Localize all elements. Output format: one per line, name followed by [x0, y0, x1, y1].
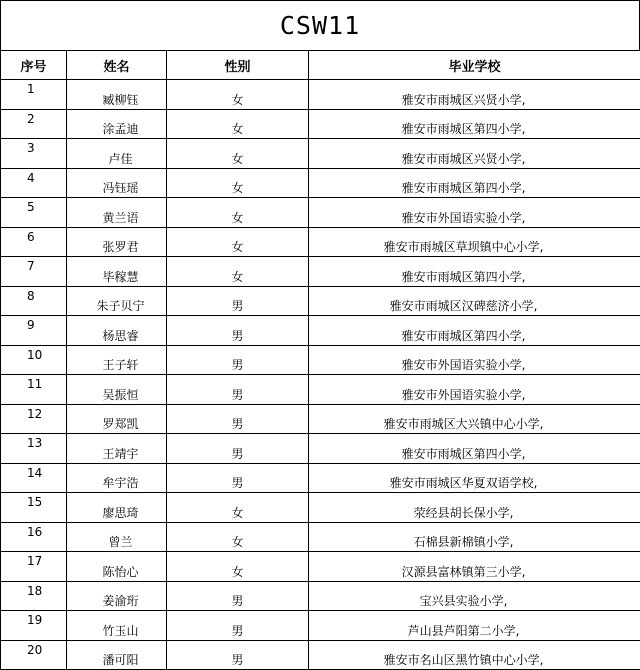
table-row	[1, 640, 640, 670]
cell-gender: 女	[167, 198, 309, 228]
cell-school: 雅安市雨城区华夏双语学校,	[309, 463, 640, 493]
cell-seq: 15	[1, 493, 67, 523]
cell-school: 石棉县新棉镇小学,	[309, 522, 640, 552]
table-row	[1, 139, 640, 169]
cell-school: 雅安市外国语实验小学,	[309, 198, 640, 228]
cell-gender: 女	[167, 552, 309, 582]
cell-name: 廖思琦	[67, 493, 167, 523]
cell-school: 雅安市雨城区第四小学,	[309, 316, 640, 346]
cell-name: 毕稼慧	[67, 257, 167, 287]
cell-seq: 1	[1, 80, 67, 110]
cell-seq: 4	[1, 168, 67, 198]
table-row	[1, 168, 640, 198]
table-row	[1, 581, 640, 611]
cell-seq: 2	[1, 109, 67, 139]
cell-seq: 14	[1, 463, 67, 493]
cell-gender: 女	[167, 522, 309, 552]
cell-gender: 男	[167, 611, 309, 641]
cell-gender: 男	[167, 434, 309, 464]
table-row	[1, 316, 640, 346]
cell-name: 卢佳	[67, 139, 167, 169]
table-row	[1, 404, 640, 434]
cell-seq: 12	[1, 404, 67, 434]
cell-school: 雅安市雨城区大兴镇中心小学,	[309, 404, 640, 434]
cell-name: 涂孟迪	[67, 109, 167, 139]
cell-gender: 女	[167, 168, 309, 198]
cell-seq: 18	[1, 581, 67, 611]
cell-seq: 20	[1, 640, 67, 670]
table-row	[1, 493, 640, 523]
table-body	[1, 80, 640, 670]
cell-seq: 19	[1, 611, 67, 641]
cell-gender: 男	[167, 345, 309, 375]
cell-name: 张罗君	[67, 227, 167, 257]
cell-seq: 16	[1, 522, 67, 552]
cell-gender: 男	[167, 581, 309, 611]
cell-name: 黄兰语	[67, 198, 167, 228]
cell-gender: 女	[167, 139, 309, 169]
table-row	[1, 257, 640, 287]
cell-seq: 5	[1, 198, 67, 228]
cell-name: 王靖宇	[67, 434, 167, 464]
cell-seq: 17	[1, 552, 67, 582]
cell-seq: 10	[1, 345, 67, 375]
cell-name: 潘可阳	[67, 640, 167, 670]
table-row	[1, 227, 640, 257]
cell-gender: 男	[167, 316, 309, 346]
cell-seq: 3	[1, 139, 67, 169]
cell-seq: 9	[1, 316, 67, 346]
header-row	[1, 51, 640, 80]
cell-school: 雅安市雨城区兴贤小学,	[309, 139, 640, 169]
cell-school: 雅安市雨城区第四小学,	[309, 109, 640, 139]
cell-school: 荥经县胡长保小学,	[309, 493, 640, 523]
header-school: 毕业学校	[309, 51, 640, 80]
cell-school: 宝兴县实验小学,	[309, 581, 640, 611]
cell-school: 芦山县芦阳第二小学,	[309, 611, 640, 641]
table-row	[1, 80, 640, 110]
table-row	[1, 198, 640, 228]
cell-school: 雅安市外国语实验小学,	[309, 345, 640, 375]
sheet-title: CSW11	[0, 0, 640, 50]
cell-gender: 女	[167, 109, 309, 139]
table-row	[1, 522, 640, 552]
cell-gender: 女	[167, 80, 309, 110]
table-row	[1, 552, 640, 582]
cell-seq: 8	[1, 286, 67, 316]
cell-school: 汉源县富林镇第三小学,	[309, 552, 640, 582]
cell-gender: 男	[167, 640, 309, 670]
cell-gender: 女	[167, 257, 309, 287]
cell-name: 杨思睿	[67, 316, 167, 346]
table-row	[1, 434, 640, 464]
cell-school: 雅安市雨城区兴贤小学,	[309, 80, 640, 110]
cell-name: 王子轩	[67, 345, 167, 375]
cell-school: 雅安市名山区黑竹镇中心小学,	[309, 640, 640, 670]
cell-gender: 女	[167, 493, 309, 523]
student-table	[0, 50, 640, 670]
cell-name: 冯钰瑶	[67, 168, 167, 198]
cell-seq: 6	[1, 227, 67, 257]
cell-school: 雅安市雨城区第四小学,	[309, 434, 640, 464]
cell-name: 曾兰	[67, 522, 167, 552]
table-row	[1, 611, 640, 641]
cell-name: 牟宇浩	[67, 463, 167, 493]
cell-gender: 男	[167, 463, 309, 493]
header-name: 姓名	[67, 51, 167, 80]
cell-school: 雅安市雨城区汉碑慈济小学,	[309, 286, 640, 316]
cell-name: 朱子贝宁	[67, 286, 167, 316]
cell-school: 雅安市雨城区第四小学,	[309, 168, 640, 198]
cell-name: 竹玉山	[67, 611, 167, 641]
cell-name: 陈怡心	[67, 552, 167, 582]
table-row	[1, 109, 640, 139]
table-row	[1, 286, 640, 316]
cell-gender: 男	[167, 404, 309, 434]
cell-school: 雅安市雨城区草坝镇中心小学,	[309, 227, 640, 257]
table-row	[1, 375, 640, 405]
cell-seq: 11	[1, 375, 67, 405]
cell-school: 雅安市外国语实验小学,	[309, 375, 640, 405]
table-row	[1, 345, 640, 375]
cell-gender: 男	[167, 286, 309, 316]
cell-name: 罗郑凯	[67, 404, 167, 434]
cell-gender: 男	[167, 375, 309, 405]
table-row	[1, 463, 640, 493]
cell-name: 吴振恒	[67, 375, 167, 405]
cell-seq: 13	[1, 434, 67, 464]
cell-school: 雅安市雨城区第四小学,	[309, 257, 640, 287]
header-gender: 性别	[167, 51, 309, 80]
cell-gender: 女	[167, 227, 309, 257]
header-seq: 序号	[1, 51, 67, 80]
cell-name: 姜渝珩	[67, 581, 167, 611]
cell-name: 臧柳钰	[67, 80, 167, 110]
cell-seq: 7	[1, 257, 67, 287]
